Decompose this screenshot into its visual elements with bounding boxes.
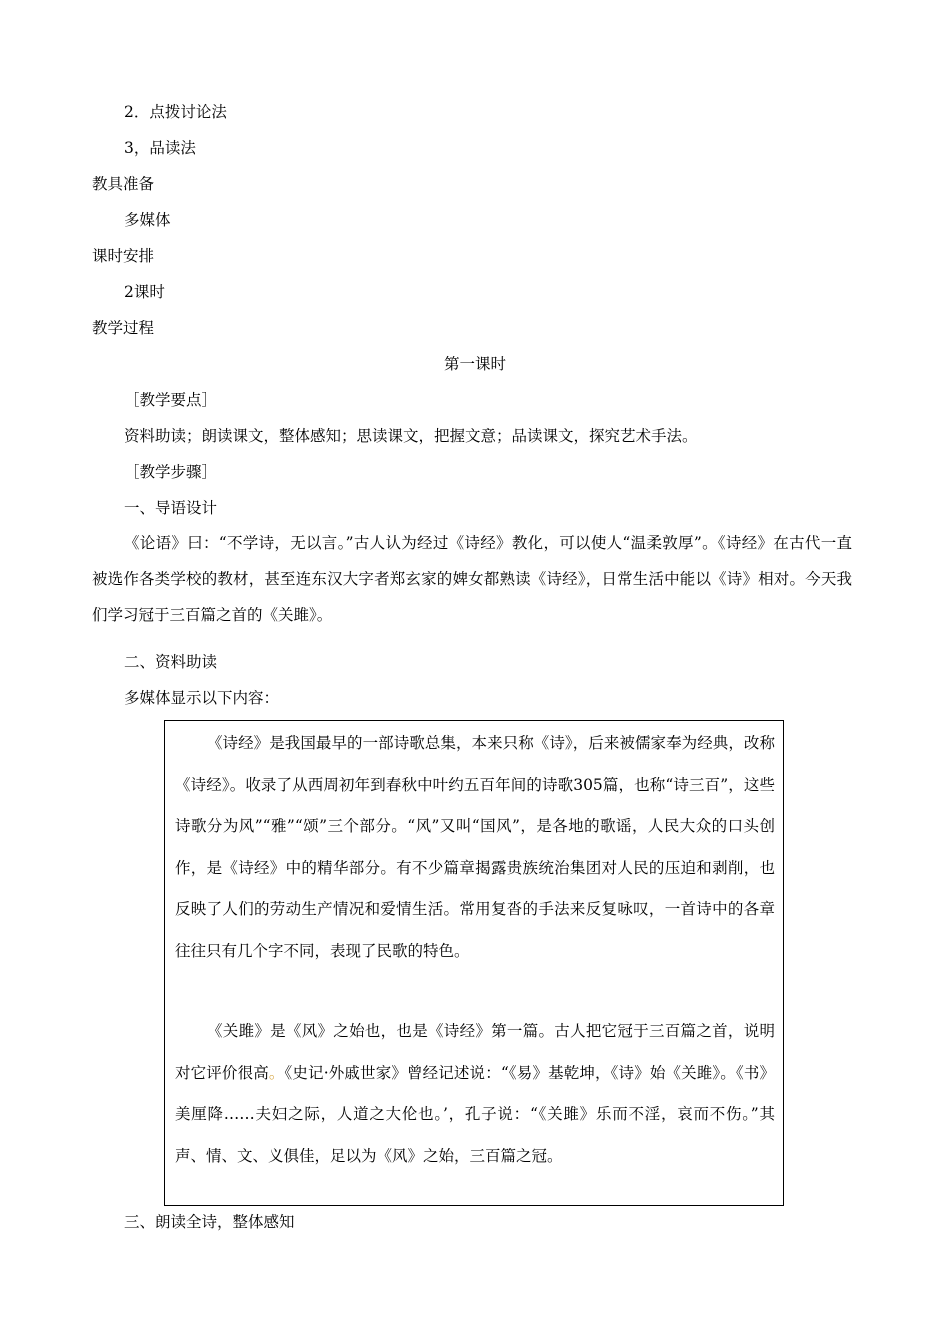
method-item-2: 2．点拨讨论法 [124,103,227,121]
key-points-label: ［教学要点］ [124,391,218,409]
process-heading: 教学过程 [92,319,155,337]
step1-title: 一、导语设计 [124,499,218,517]
lesson-title: 第一课时 [443,355,506,373]
box-paragraph-2 [175,1011,775,1177]
box-paragraph-2-part-a: 《关雎》是《风》之始也，也是《诗经》第一篇。古人把它冠于三百篇之首，说明对它评价很高 [175,1022,775,1082]
highlighted-period: 。 [268,1063,285,1082]
schedule-value: 2课时 [124,283,165,301]
tools-heading: 教具准备 [92,175,155,193]
schedule-heading: 课时安排 [92,247,155,265]
box-paragraph-2-part-b: 《史记·外戚世家》曾经记述说：“《易》基乾坤，《诗》始《关雎》。《书》美厘降……夫妇之际，人道之大伦也。’，孔子说：“《关雎》乐而不淫，哀而不伤。”其声、情、文、义俱佳，足以为《风》之始，三百篇之冠。 [175,1063,775,1165]
step3-title: 三、朗读全诗，整体感知 [124,1213,295,1231]
materials-box [164,720,784,1206]
step2-intro: 多媒体显示以下内容： [124,689,280,707]
step2-title: 二、资料助读 [124,653,218,671]
box-paragraph-1: 《诗经》是我国最早的一部诗歌总集，本来只称《诗》，后来被儒家奉为经典，改称《诗经》。收录了从西周初年到春秋中叶约五百年间的诗歌305篇，也称“诗三百”，这些诗歌分为风”“雅”“颂”三个部分。“风”又叫“国风”，是各地的歌谣，人民大众的口头创作，是《诗经》中的精华部分。有不少篇章揭露贵族统治集团对人民的压迫和剥削，也反映了人们的劳动生产情况和爱情生活。常用复沓的手法来反复咏叹，一首诗中的各章往往只有几个字不同，表现了民歌的特色。 [175,734,775,960]
step1-paragraph: 《论语》曰：“不学诗，无以言。”古人认为经过《诗经》教化，可以使人“温柔敦厚”。《诗经》在古代一直被选作各类学校的教材，甚至连东汉大字者郑玄家的婢女都熟读《诗经》，日常生活中能以《诗》相对。今天我们学习冠于三百篇之首的《关雎》。 [92,534,852,624]
method-item-3: 3，品读法 [124,139,196,157]
tools-value: 多媒体 [124,211,171,229]
steps-label: ［教学步骤］ [124,463,218,481]
key-points-text: 资料助读；朗读课文，整体感知；思读课文，把握文意；品读课文，探究艺术手法。 [124,427,698,445]
